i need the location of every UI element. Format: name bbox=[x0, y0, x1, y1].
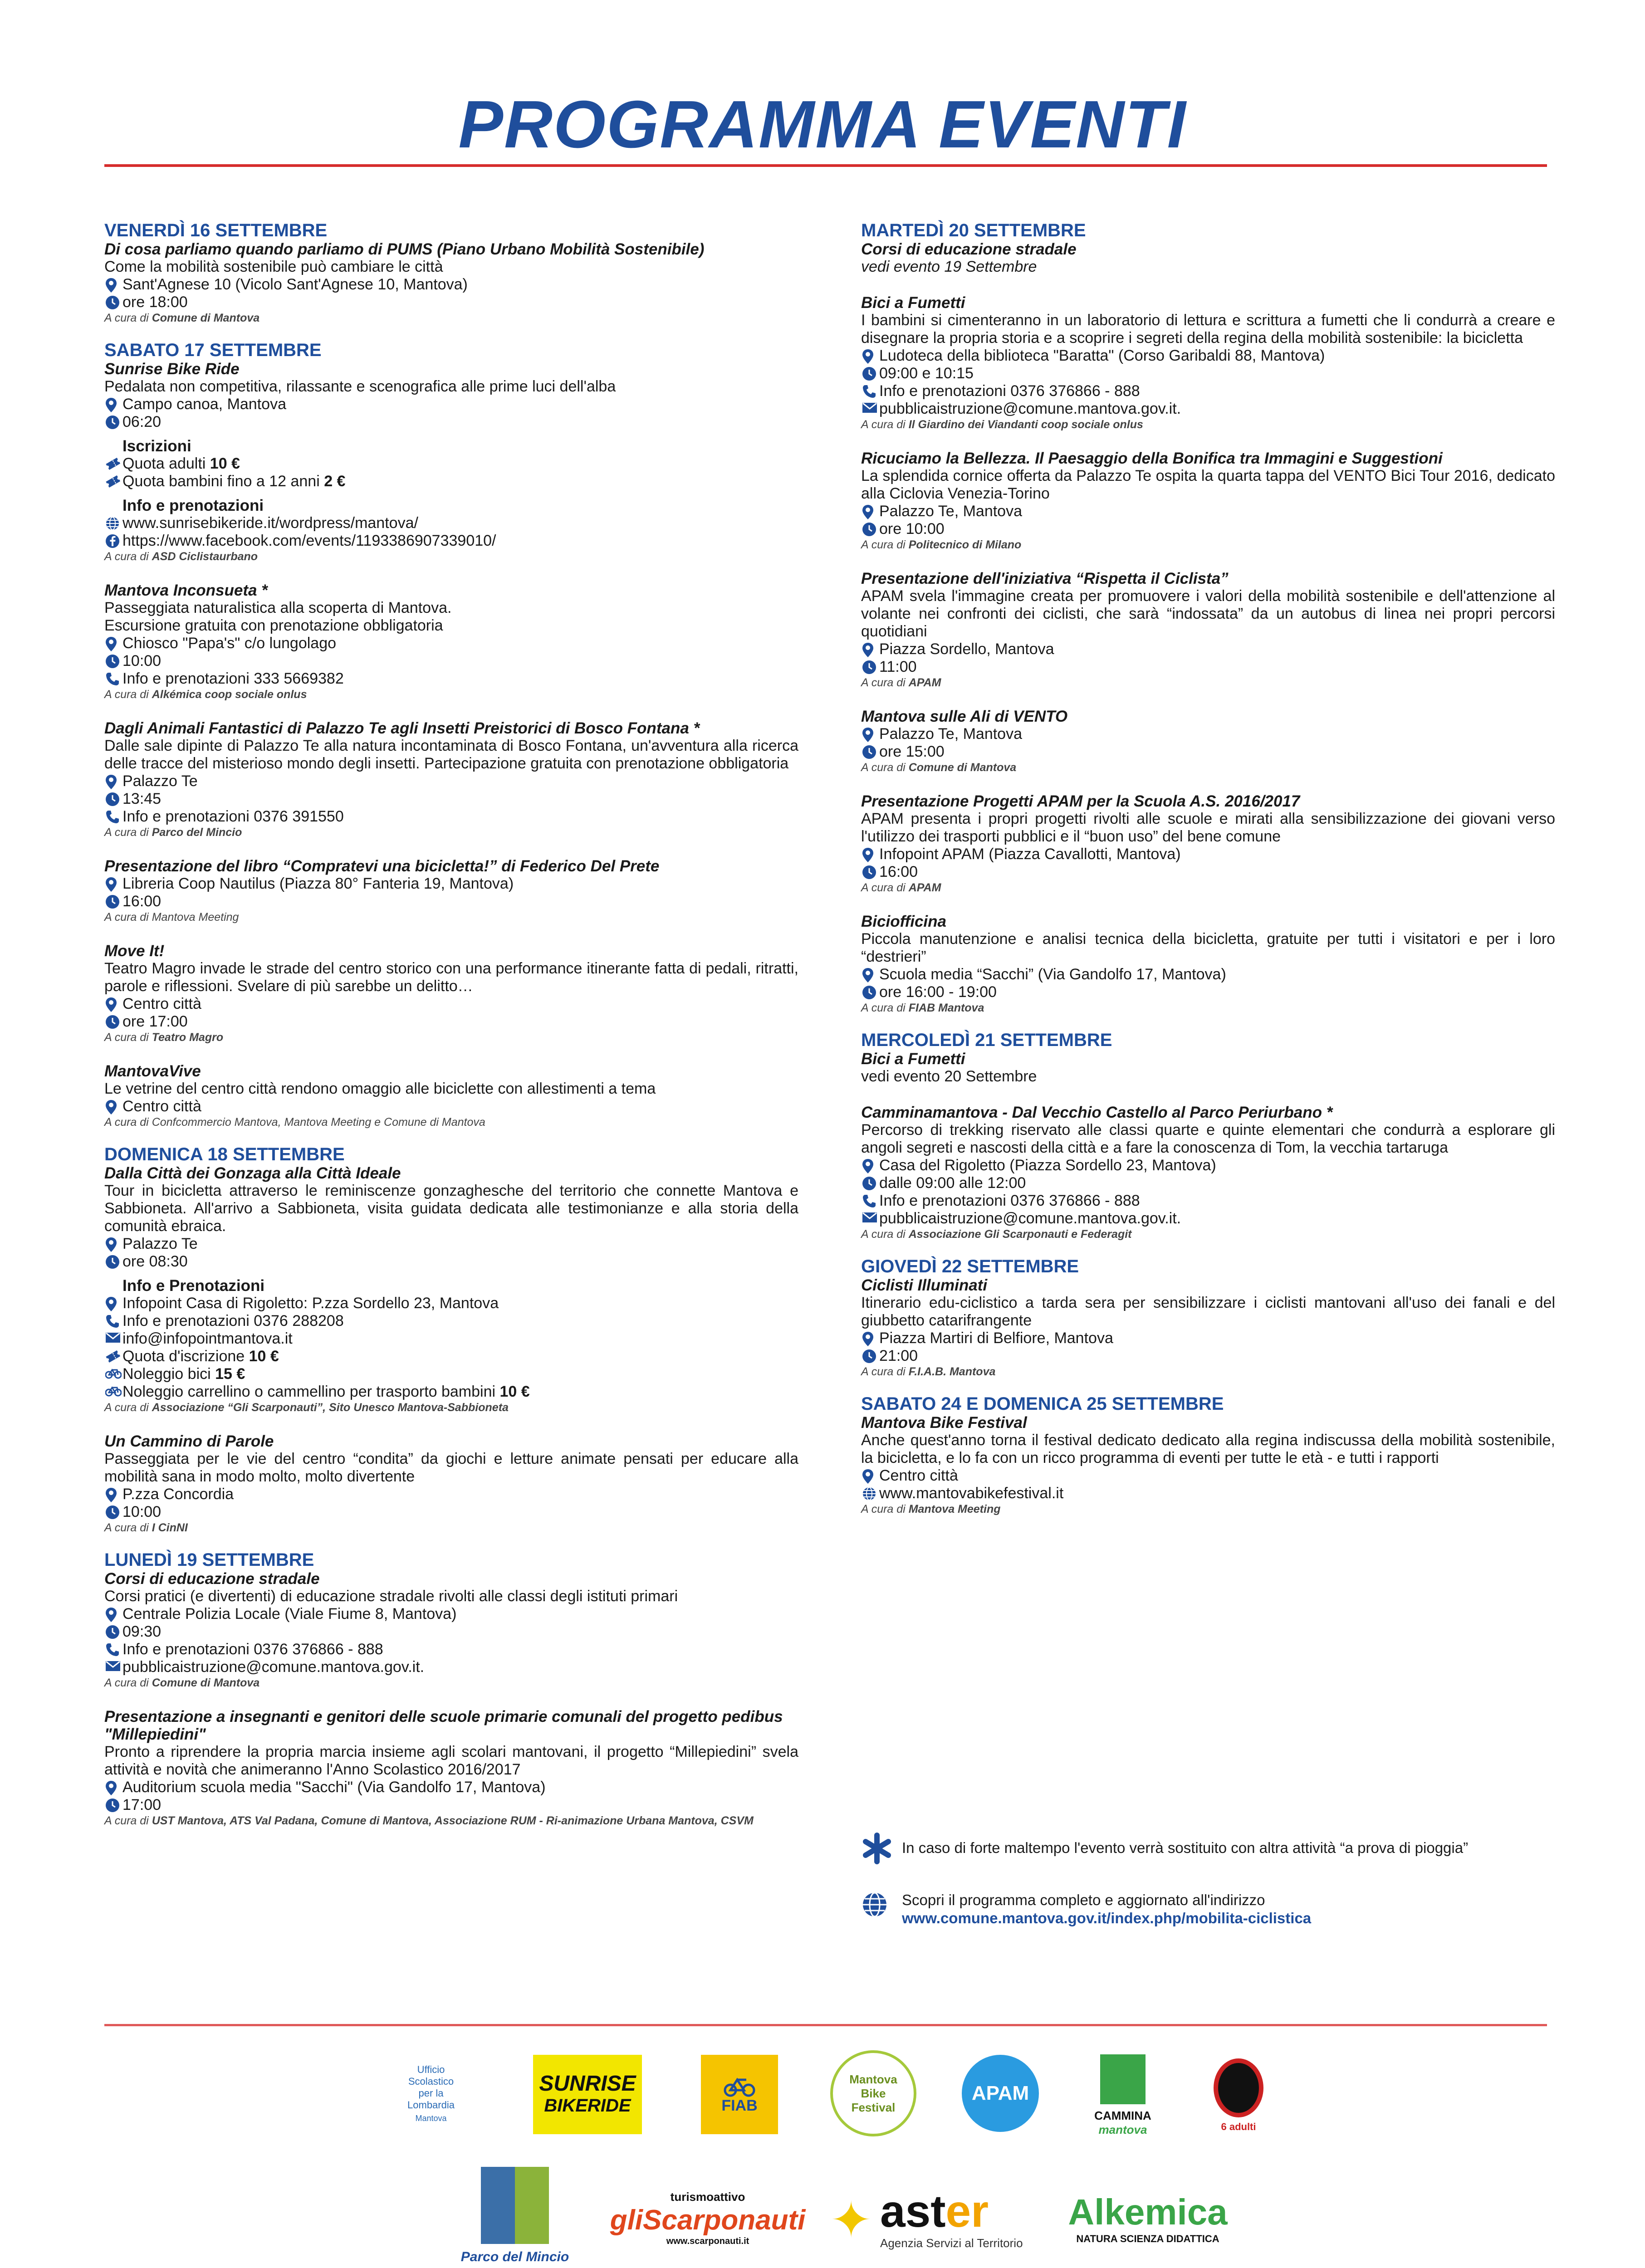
bike-icon bbox=[724, 2074, 755, 2097]
phone-icon bbox=[104, 1641, 122, 1658]
event-detail-row bbox=[104, 772, 798, 790]
event-detail-row bbox=[861, 365, 1555, 382]
event-detail-row bbox=[104, 1235, 798, 1253]
event-detail-row bbox=[104, 1013, 798, 1031]
ticket-icon bbox=[104, 455, 122, 473]
event bbox=[104, 1432, 798, 1535]
event-detail: Infopoint APAM (Piazza Cavallotti, Mantova) bbox=[879, 846, 1181, 863]
rain-note-text: In caso di forte maltempo l'evento verrà sostituito con altra attività “a prova di pioggia” bbox=[902, 1839, 1469, 1856]
day-heading: LUNEDÌ 19 SETTEMBRE bbox=[104, 1550, 314, 1570]
event bbox=[861, 1276, 1555, 1378]
event-detail-row bbox=[861, 1347, 1555, 1365]
clock-icon bbox=[104, 1503, 122, 1521]
clock-icon bbox=[104, 790, 122, 808]
event bbox=[104, 360, 798, 563]
event-title: Un Cammino di Parole bbox=[104, 1432, 274, 1450]
phone-icon bbox=[104, 808, 122, 826]
event-organizer: A cura di F.I.A.B. Mantova bbox=[861, 1365, 996, 1378]
event bbox=[861, 1414, 1555, 1516]
event bbox=[104, 1062, 798, 1129]
asterisk-icon bbox=[861, 1833, 902, 1868]
event-detail-row[interactable] bbox=[104, 1658, 798, 1676]
phone-icon bbox=[861, 1192, 879, 1210]
event-description: Dalle sale dipinte di Palazzo Te alla natura incontaminata di Bosco Fontana, un'avventura alla ricerca delle tracce del misterioso mondo degli insetti. Partecipazione gratuita con prenotazione obbligatoria bbox=[104, 737, 798, 772]
footer-divider bbox=[104, 2024, 1547, 2026]
event bbox=[104, 1164, 798, 1414]
event-organizer: A cura di Mantova Meeting bbox=[104, 911, 239, 924]
event-description: Pronto a riprendere la propria marcia insieme agli scolari mantovani, il progetto “Millepiedini” svela attività e novità che animeranno l'Anno Scolastico 2016/2017 bbox=[104, 1743, 798, 1778]
event-detail: Noleggio bici bbox=[122, 1365, 215, 1383]
event-detail: www.sunrisebikeride.it/wordpress/mantova/ bbox=[122, 514, 418, 532]
clock-icon bbox=[104, 1623, 122, 1641]
clock-icon bbox=[104, 293, 122, 311]
day-heading: VENERDÌ 16 SETTEMBRE bbox=[104, 220, 328, 240]
event-detail: Palazzo Te bbox=[122, 772, 198, 790]
event-detail: Info e prenotazioni 0376 376866 - 888 bbox=[879, 1192, 1140, 1209]
event-detail: Infopoint Casa di Rigoletto: P.zza Sordello 23, Mantova bbox=[122, 1295, 499, 1312]
clock-icon bbox=[861, 1347, 879, 1365]
cammina-mantova-logo: CAMMINA mantova bbox=[1089, 2050, 1157, 2141]
right-column bbox=[861, 220, 1555, 1516]
pin-icon bbox=[104, 276, 122, 293]
event-detail: Centrale Polizia Locale (Viale Fiume 8, Mantova) bbox=[122, 1605, 457, 1623]
event-subheading: Iscrizioni bbox=[122, 437, 191, 455]
event-detail-row bbox=[861, 1192, 1555, 1210]
event-description: Pedalata non competitiva, rilassante e scenografica alle prime luci dell'alba bbox=[104, 378, 616, 395]
event-detail: Centro città bbox=[879, 1467, 958, 1484]
event-title: Biciofficina bbox=[861, 913, 947, 930]
day-heading: SABATO 17 SETTEMBRE bbox=[104, 340, 322, 360]
event-description: Come la mobilità sostenibile può cambiare le città bbox=[104, 258, 443, 275]
event-detail-row bbox=[861, 1174, 1555, 1192]
event-amount: 15 € bbox=[215, 1365, 245, 1383]
event-description: APAM svela l'immagine creata per promuovere i valori della mobilità sostenibile e dell'attenzione al volante nei confronti dei ciclisti, che sarà “indossata” da un autobus di linea nei propri percorsi quotidiani bbox=[861, 587, 1555, 640]
event-detail: Ludoteca della biblioteca "Baratta" (Corso Garibaldi 88, Mantova) bbox=[879, 347, 1325, 364]
clock-icon bbox=[861, 365, 879, 382]
event-detail: pubblicaistruzione@comune.mantova.gov.it. bbox=[122, 1658, 425, 1676]
event bbox=[104, 857, 798, 924]
event bbox=[104, 1708, 798, 1828]
mail-icon bbox=[104, 1658, 122, 1676]
event-detail: https://www.facebook.com/events/1193386907339010/ bbox=[122, 532, 496, 549]
event-detail: Piazza Sordello, Mantova bbox=[879, 640, 1054, 658]
event-description: Le vetrine del centro città rendono omaggio alle biciclette con allestimenti a tema bbox=[104, 1080, 656, 1097]
event-detail-row bbox=[104, 1486, 798, 1503]
alkemica-logo: Alkemica NATURA SCIENZA DIDATTICA bbox=[1068, 2192, 1228, 2244]
event-detail-row bbox=[104, 670, 798, 688]
event-detail-row bbox=[104, 635, 798, 652]
ticket-icon bbox=[104, 473, 122, 490]
pin-icon bbox=[104, 1235, 122, 1253]
event-detail-row bbox=[104, 413, 798, 431]
day-heading: SABATO 24 E DOMENICA 25 SETTEMBRE bbox=[861, 1394, 1224, 1414]
event-title: Ciclisti Illuminati bbox=[861, 1276, 988, 1294]
pin-icon bbox=[861, 725, 879, 743]
event-detail: Quota d'iscrizione bbox=[122, 1348, 249, 1365]
adulti-logo: 6 adulti bbox=[1207, 2050, 1270, 2141]
event-detail-row bbox=[104, 473, 798, 490]
event-amount: 10 € bbox=[210, 455, 240, 472]
event-detail: www.mantovabikefestival.it bbox=[879, 1485, 1064, 1502]
event-detail: ore 18:00 bbox=[122, 293, 188, 311]
clock-icon bbox=[861, 658, 879, 676]
event-detail: 09:00 e 10:15 bbox=[879, 365, 974, 382]
event-description: Corsi pratici (e divertenti) di educazione stradale rivolti alle classi degli istituti primari bbox=[104, 1588, 678, 1605]
event-detail: 16:00 bbox=[122, 893, 162, 910]
clock-icon bbox=[104, 1253, 122, 1271]
event-detail: Libreria Coop Nautilus (Piazza 80° Fanteria 19, Mantova) bbox=[122, 875, 514, 892]
event-detail: 10:00 bbox=[122, 1503, 162, 1520]
event-detail-row bbox=[861, 1157, 1555, 1174]
event-detail: Campo canoa, Mantova bbox=[122, 396, 286, 413]
program-link[interactable]: www.comune.mantova.gov.it/index.php/mobilita-ciclistica bbox=[902, 1910, 1312, 1926]
event-detail-row bbox=[861, 725, 1555, 743]
notes bbox=[861, 1833, 1555, 1950]
event-organizer: A cura di Teatro Magro bbox=[104, 1031, 224, 1044]
event bbox=[861, 792, 1555, 894]
event-detail-row bbox=[104, 455, 798, 473]
event-detail: Quota adulti bbox=[122, 455, 210, 472]
event-detail: Auditorium scuola media "Sacchi" (Via Gandolfo 17, Mantova) bbox=[122, 1779, 546, 1796]
event bbox=[104, 942, 798, 1044]
event-detail: Centro città bbox=[122, 995, 201, 1012]
event-detail-row bbox=[104, 1295, 798, 1312]
event-organizer: A cura di Il Giardino dei Viandanti coop sociale onlus bbox=[861, 418, 1143, 431]
event-organizer: A cura di ASD Ciclistaurbano bbox=[104, 550, 258, 563]
event-detail: Palazzo Te, Mantova bbox=[879, 503, 1022, 520]
event-detail: 06:20 bbox=[122, 413, 162, 430]
event-title: Camminamantova - Dal Vecchio Castello al Parco Periurbano * bbox=[861, 1104, 1333, 1121]
event-detail-row bbox=[861, 347, 1555, 365]
event-detail-row bbox=[861, 983, 1555, 1001]
event-title: Presentazione del libro “Compratevi una bicicletta!” di Federico Del Prete bbox=[104, 857, 660, 875]
clock-icon bbox=[104, 1013, 122, 1031]
event-detail: ore 15:00 bbox=[879, 743, 945, 760]
event-organizer: A cura di Confcommercio Mantova, Mantova Meeting e Comune di Mantova bbox=[104, 1116, 485, 1129]
pin-icon bbox=[861, 347, 879, 365]
event-organizer: A cura di FIAB Mantova bbox=[861, 1002, 984, 1014]
event bbox=[861, 708, 1555, 774]
event-title: Sunrise Bike Ride bbox=[104, 360, 240, 378]
pin-icon bbox=[861, 966, 879, 983]
pin-icon bbox=[861, 846, 879, 863]
apam-logo: APAM bbox=[962, 2055, 1039, 2132]
ufficio-scolastico-logo: Ufficio Scolastico per la Lombardia Mantova bbox=[407, 2063, 455, 2123]
event-detail: Chiosco "Papa's" c/o lungolago bbox=[122, 635, 337, 652]
day-heading: GIOVEDÌ 22 SETTEMBRE bbox=[861, 1256, 1079, 1276]
event-organizer: A cura di Alkémica coop sociale onlus bbox=[104, 688, 307, 701]
event bbox=[104, 719, 798, 839]
event-detail: Info e prenotazioni 0376 288208 bbox=[122, 1312, 344, 1330]
event-detail: 09:30 bbox=[122, 1623, 162, 1640]
aster-logo: ✦ aster Agenzia Servizi al Territorio bbox=[830, 2185, 1023, 2250]
clock-icon bbox=[104, 652, 122, 670]
event-detail-row bbox=[861, 743, 1555, 761]
globe-icon bbox=[861, 1891, 902, 1922]
event-title: Mantova Bike Festival bbox=[861, 1414, 1027, 1432]
event-detail-row[interactable] bbox=[861, 1210, 1555, 1227]
event-detail-row bbox=[104, 1503, 798, 1521]
event-detail: Sant'Agnese 10 (Vicolo Sant'Agnese 10, Mantova) bbox=[122, 276, 468, 293]
event-detail: Info e prenotazioni 0376 376866 - 888 bbox=[122, 1641, 383, 1658]
event-detail: Centro città bbox=[122, 1098, 201, 1115]
event-description: Itinerario edu-ciclistico a tarda sera per sensibilizzare i ciclisti mantovani all'uso dei fanali e del giubbetto catarifrangente bbox=[861, 1294, 1555, 1329]
event-detail-row[interactable] bbox=[104, 532, 798, 550]
event-detail: ore 17:00 bbox=[122, 1013, 188, 1030]
event-detail-row bbox=[861, 520, 1555, 538]
event-title: Mantova sulle Ali di VENTO bbox=[861, 708, 1068, 725]
pin-icon bbox=[104, 772, 122, 790]
event-detail: Quota bambini fino a 12 anni bbox=[122, 473, 324, 490]
pin-icon bbox=[861, 1330, 879, 1347]
event-detail-row bbox=[861, 846, 1555, 863]
event-detail-row bbox=[861, 658, 1555, 676]
phone-icon bbox=[861, 382, 879, 400]
event-organizer: A cura di Politecnico di Milano bbox=[861, 538, 1022, 551]
event-description: Escursione gratuita con prenotazione obbligatoria bbox=[104, 617, 443, 634]
event-detail: 10:00 bbox=[122, 652, 162, 670]
event-title: Dalla Città dei Gonzaga alla Città Ideale bbox=[104, 1164, 401, 1182]
event-description: La splendida cornice offerta da Palazzo Te ospita la quarta tappa del VENTO Bici Tour 2016, dedicato alla Ciclovia Venezia-Torino bbox=[861, 467, 1555, 502]
event bbox=[104, 582, 798, 701]
clock-icon bbox=[861, 1174, 879, 1192]
event-detail: info@infopointmantova.it bbox=[122, 1330, 293, 1347]
program-note-text: Scopri il programma completo e aggiornato all'indirizzo bbox=[902, 1892, 1265, 1908]
rain-note bbox=[861, 1833, 1555, 1868]
phone-icon bbox=[104, 670, 122, 688]
ticket-icon bbox=[104, 1348, 122, 1365]
scarponauti-logo: turismoattivo gliScarponauti www.scarponauti.it bbox=[610, 2190, 806, 2246]
event-organizer: A cura di APAM bbox=[861, 676, 941, 689]
event bbox=[861, 570, 1555, 689]
event-detail-row bbox=[104, 1098, 798, 1115]
bike-icon bbox=[104, 1365, 122, 1383]
event-detail-row bbox=[104, 1253, 798, 1271]
pin-icon bbox=[104, 1098, 122, 1115]
title-divider bbox=[104, 164, 1547, 167]
event-detail: ore 08:30 bbox=[122, 1253, 188, 1270]
event-amount: 2 € bbox=[324, 473, 346, 490]
mantova-bike-festival-logo: Mantova Bike Festival bbox=[830, 2050, 916, 2136]
event-description: Anche quest'anno torna il festival dedicato dedicato alla regina indiscussa della mobilità sostenibile, la bicicletta, e lo fa con un ricco programma di eventi per tutte le età - e tutti i rapporti bbox=[861, 1432, 1555, 1466]
event-detail-row[interactable] bbox=[104, 1330, 798, 1348]
bike-icon bbox=[104, 1383, 122, 1401]
pin-icon bbox=[104, 995, 122, 1013]
event-detail: Casa del Rigoletto (Piazza Sordello 23, Mantova) bbox=[879, 1157, 1216, 1174]
event-title: Bici a Fumetti bbox=[861, 1050, 965, 1068]
event-detail: Info e prenotazioni 0376 376866 - 888 bbox=[879, 382, 1140, 400]
event-detail: 13:45 bbox=[122, 790, 162, 807]
event-description: Piccola manutenzione e analisi tecnica della bicicletta, gratuite per tutti i visitatori e per i loro “destrieri” bbox=[861, 930, 1555, 965]
event bbox=[104, 1570, 798, 1690]
event-detail-row bbox=[104, 1312, 798, 1330]
event bbox=[861, 240, 1555, 276]
event-subheading: Info e prenotazioni bbox=[122, 497, 264, 514]
event-detail: pubblicaistruzione@comune.mantova.gov.it. bbox=[879, 1210, 1181, 1227]
event-detail-row bbox=[861, 1467, 1555, 1485]
event-description: Teatro Magro invade le strade del centro storico con una performance itinerante fatta di pedali, ritratti, parole e riflessioni. Svelare di più sarebbe un delitto… bbox=[104, 960, 798, 995]
event-detail-row bbox=[104, 893, 798, 910]
event-description: vedi evento 20 Settembre bbox=[861, 1068, 1037, 1085]
day-heading: DOMENICA 18 SETTEMBRE bbox=[104, 1144, 345, 1164]
event-detail-row bbox=[861, 1330, 1555, 1347]
event-description: Percorso di trekking riservato alle classi quarte e quinte elementari che condurrà a esplorare gli angoli segreti e nascosti della città e a fare la conoscenza di Tom, la vecchia tartaruga bbox=[861, 1121, 1555, 1156]
event-detail: Info e prenotazioni 0376 391550 bbox=[122, 808, 344, 825]
event-detail-row bbox=[861, 863, 1555, 881]
event-detail-row bbox=[104, 1796, 798, 1814]
clock-icon bbox=[104, 413, 122, 431]
globe-icon bbox=[861, 1485, 879, 1502]
event-title: Corsi di educazione stradale bbox=[861, 240, 1077, 258]
event-detail-row[interactable] bbox=[861, 400, 1555, 418]
event-detail-row bbox=[104, 808, 798, 826]
event-detail-row bbox=[104, 652, 798, 670]
event-organizer: A cura di UST Mantova, ATS Val Padana, Comune di Mantova, Associazione RUM - Ri-animazione Urbana Mantova, CSVM bbox=[104, 1814, 754, 1827]
event-organizer: A cura di Comune di Mantova bbox=[104, 312, 260, 324]
event bbox=[861, 1104, 1555, 1241]
event-description: APAM presenta i propri progetti rivolti alle scuole e mirati alla sensibilizzazione dei giovani verso l'utilizzo dei trasporti pubblici e il “buon uso” del bene comune bbox=[861, 810, 1555, 845]
event-detail: ore 10:00 bbox=[879, 520, 945, 538]
event bbox=[861, 450, 1555, 552]
pin-icon bbox=[104, 875, 122, 893]
clock-icon bbox=[861, 520, 879, 538]
event-organizer: A cura di Comune di Mantova bbox=[861, 761, 1017, 774]
clock-icon bbox=[861, 863, 879, 881]
pin-icon bbox=[861, 503, 879, 520]
event-detail-row bbox=[104, 1605, 798, 1623]
event-detail-row bbox=[104, 790, 798, 808]
event-title: Bici a Fumetti bbox=[861, 294, 965, 312]
event-organizer: A cura di APAM bbox=[861, 881, 941, 894]
event-detail: 21:00 bbox=[879, 1347, 918, 1364]
event-amount: 10 € bbox=[499, 1383, 530, 1400]
event-detail: Palazzo Te, Mantova bbox=[879, 725, 1022, 743]
phone-icon bbox=[104, 1312, 122, 1330]
event-detail-row bbox=[104, 396, 798, 413]
clock-icon bbox=[104, 1796, 122, 1814]
event-title: Presentazione dell'iniziativa “Rispetta il Ciclista” bbox=[861, 570, 1229, 587]
pin-icon bbox=[861, 1467, 879, 1485]
event-detail: Info e prenotazioni 333 5669382 bbox=[122, 670, 344, 687]
event-detail-row bbox=[861, 382, 1555, 400]
pin-icon bbox=[104, 396, 122, 413]
page-title: PROGRAMMA EVENTI bbox=[458, 87, 1187, 162]
event-detail: Piazza Martiri di Belfiore, Mantova bbox=[879, 1330, 1113, 1347]
mail-icon bbox=[104, 1330, 122, 1348]
clock-icon bbox=[861, 983, 879, 1001]
clock-icon bbox=[861, 743, 879, 761]
event-detail: Noleggio carrellino o cammellino per trasporto bambini bbox=[122, 1383, 500, 1400]
event-organizer: A cura di Parco del Mincio bbox=[104, 826, 242, 839]
event bbox=[861, 294, 1555, 431]
globe-icon bbox=[104, 514, 122, 532]
event-title: Mantova Inconsueta * bbox=[104, 582, 268, 599]
event-description: Passeggiata per le vie del centro “condita” da giochi e letture animate pensati per educare alla mobilità sana in modo molto, molto divertente bbox=[104, 1450, 798, 1485]
sunrise-bikeride-logo: SUNRISE BIKERIDE bbox=[533, 2055, 642, 2134]
event bbox=[104, 240, 798, 325]
event-title: Presentazione a insegnanti e genitori delle scuole primarie comunali del progetto pedibus "Millepiedini" bbox=[104, 1708, 783, 1743]
fiab-logo: FIAB bbox=[701, 2055, 778, 2134]
event-detail-row bbox=[861, 503, 1555, 520]
left-column bbox=[104, 220, 798, 1828]
event-organizer: A cura di Mantova Meeting bbox=[861, 1503, 1001, 1515]
event-organizer: A cura di Associazione “Gli Scarponauti”, Sito Unesco Mantova-Sabbioneta bbox=[104, 1401, 509, 1414]
event-title: Corsi di educazione stradale bbox=[104, 1570, 320, 1588]
event bbox=[861, 913, 1555, 1015]
day-heading: MERCOLEDÌ 21 SETTEMBRE bbox=[861, 1030, 1112, 1050]
event-detail-row bbox=[104, 276, 798, 293]
event-detail: 17:00 bbox=[122, 1796, 162, 1813]
event bbox=[861, 1050, 1555, 1085]
partner-logos bbox=[0, 2041, 1645, 2268]
event-amount: 10 € bbox=[249, 1348, 279, 1365]
pin-icon bbox=[861, 640, 879, 658]
event-title: MantovaVive bbox=[104, 1062, 201, 1080]
pin-icon bbox=[861, 1157, 879, 1174]
event-see-also: vedi evento 19 Settembre bbox=[861, 258, 1037, 275]
event-detail-row bbox=[104, 1623, 798, 1641]
event-detail-row bbox=[104, 1383, 798, 1401]
event-detail-row bbox=[104, 875, 798, 893]
pin-icon bbox=[104, 1486, 122, 1503]
event-detail-row bbox=[104, 1348, 798, 1365]
event-detail-row bbox=[104, 1365, 798, 1383]
parco-del-mincio-logo: Parco del Mincio bbox=[442, 2155, 588, 2268]
facebook-icon bbox=[104, 532, 122, 550]
pin-icon bbox=[104, 1605, 122, 1623]
mail-icon bbox=[861, 1210, 879, 1227]
pin-icon bbox=[104, 635, 122, 652]
pin-icon bbox=[104, 1295, 122, 1312]
event-detail: P.zza Concordia bbox=[122, 1486, 234, 1503]
event-description: Tour in bicicletta attraverso le reminiscenze gonzaghesche del territorio che connette Mantova e Sabbioneta. All'arrivo a Sabbioneta, visita guidata dedicata alle testimonianze e alla storia della comunità ebraica. bbox=[104, 1182, 798, 1235]
event-title: Ricuciamo la Bellezza. Il Paesaggio della Bonifica tra Immagini e Suggestioni bbox=[861, 450, 1443, 467]
event-detail-row bbox=[861, 966, 1555, 983]
event-detail: Scuola media “Sacchi” (Via Gandolfo 17, Mantova) bbox=[879, 966, 1226, 983]
event-detail: Palazzo Te bbox=[122, 1235, 198, 1252]
event-description: Passeggiata naturalistica alla scoperta di Mantova. bbox=[104, 599, 452, 616]
event-detail-row bbox=[104, 995, 798, 1013]
event-title: Move It! bbox=[104, 942, 165, 960]
event-detail: dalle 09:00 alle 12:00 bbox=[879, 1174, 1026, 1192]
mail-icon bbox=[861, 400, 879, 418]
event-detail: 16:00 bbox=[879, 863, 918, 880]
event-organizer: A cura di Associazione Gli Scarponauti e Federagit bbox=[861, 1228, 1132, 1241]
event-subheading: Info e Prenotazioni bbox=[122, 1277, 265, 1295]
event-detail: ore 16:00 - 19:00 bbox=[879, 983, 997, 1001]
event-detail-row[interactable] bbox=[104, 514, 798, 532]
event-detail-row bbox=[104, 293, 798, 311]
event-title: Presentazione Progetti APAM per la Scuola A.S. 2016/2017 bbox=[861, 792, 1300, 810]
event-title: Di cosa parliamo quando parliamo di PUMS (Piano Urbano Mobilità Sostenibile) bbox=[104, 240, 705, 258]
event-detail-row[interactable] bbox=[861, 1485, 1555, 1502]
day-heading: MARTEDÌ 20 SETTEMBRE bbox=[861, 220, 1086, 240]
clock-icon bbox=[104, 893, 122, 910]
program-note bbox=[861, 1891, 1555, 1927]
event-title: Dagli Animali Fantastici di Palazzo Te agli Insetti Preistorici di Bosco Fontana * bbox=[104, 719, 700, 737]
event-detail: 11:00 bbox=[879, 658, 917, 675]
event-description: I bambini si cimenteranno in un laboratorio di lettura e scrittura a fumetti che li condurrà a creare e disegnare la propria storia e a scoprire i segreti della regina della mobilità sostenibile: la bicicletta bbox=[861, 312, 1555, 347]
pin-icon bbox=[104, 1779, 122, 1796]
event-organizer: A cura di I CinNI bbox=[104, 1521, 188, 1534]
event-organizer: A cura di Comune di Mantova bbox=[104, 1677, 260, 1689]
event-detail-row bbox=[861, 640, 1555, 658]
event-detail-row bbox=[104, 1779, 798, 1796]
event-detail-row bbox=[104, 1641, 798, 1658]
event-detail: pubblicaistruzione@comune.mantova.gov.it. bbox=[879, 400, 1181, 417]
